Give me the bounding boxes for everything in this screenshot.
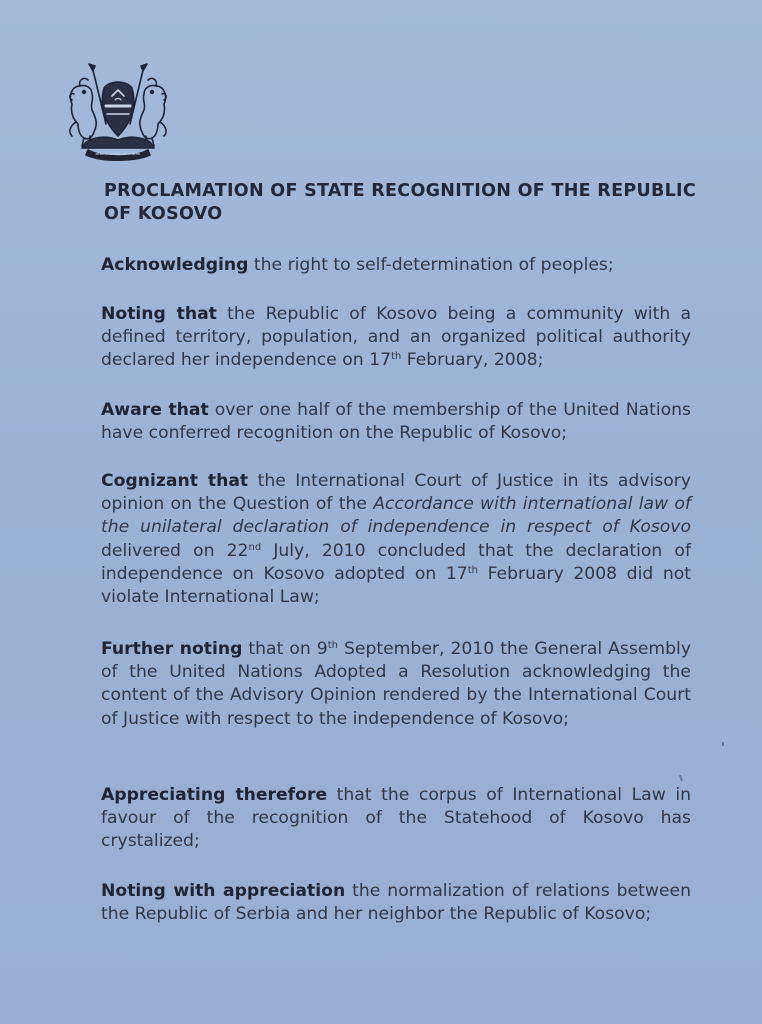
pen-mark: [679, 775, 683, 781]
paragraph-text: that the corpus of International Law in favour of the recognition of the Statehood of Kosovo has crystalized;: [101, 785, 691, 852]
paragraph-text: the International Court of Justice in its advisory opinion on the Question of the: [101, 471, 691, 515]
paragraph-text: the right to self-determination of peoples;: [248, 255, 614, 275]
ordinal-suffix: th: [327, 640, 338, 651]
paragraph-text: over one half of the membership of the United Nations have conferred recognition on the Republic of Kosovo;: [101, 400, 691, 444]
paragraph-lead: Further noting: [101, 639, 243, 659]
paragraph-aware-that: [101, 399, 691, 445]
paragraph-text: July, 2010 concluded that the declaration of independence on Kosovo adopted on 17: [101, 540, 691, 584]
ordinal-suffix: th: [391, 351, 402, 363]
ordinal-suffix: nd: [248, 541, 262, 553]
paragraph-further-noting: [101, 638, 691, 731]
paragraph-lead: Aware that: [101, 400, 209, 420]
paragraph-text: February 2008 did not violate International Law;: [101, 563, 691, 608]
italic-case-title: Accordance with international law of the unilateral declaration of independence in respect of Kosovo: [101, 494, 691, 538]
paragraph-appreciating-therefore: [101, 784, 691, 854]
paragraph-noting-with-appreciation: [101, 880, 691, 926]
paragraph-text: delivered on 22: [101, 540, 249, 561]
paragraph-text: that on 9: [242, 639, 328, 659]
paragraph-lead: Appreciating therefore: [101, 785, 328, 805]
paragraph-text: February, 2008;: [401, 350, 544, 371]
ordinal-suffix: th: [467, 564, 478, 576]
paragraph-lead: Cognizant that: [101, 471, 249, 491]
paragraph-cognizant-that: [101, 470, 691, 609]
paragraph-text: the Republic of Kosovo being a community with a defined territory, population, and an organized political authority declared her independence on 17: [101, 304, 691, 371]
paragraph-text: September, 2010 the General Assembly of the United Nations Adopted a Resolution acknowledging the content of the Advisory Opinion rendered by the International Court of Justice with respect to the independence of Kosovo;: [101, 639, 691, 729]
paragraph-lead: Acknowledging: [101, 255, 249, 275]
document-title: PROCLAMATION OF STATE RECOGNITION OF THE REPUBLIC OF KOSOVO: [104, 181, 696, 224]
paragraph-text: the normalization of relations between the Republic of Serbia and her neighbor the Republic of Kosovo;: [101, 881, 691, 925]
paragraph-acknowledging: [101, 254, 691, 277]
coat-of-arms-emblem: [62, 62, 174, 162]
paragraph-lead: Noting that: [101, 304, 217, 324]
paragraph-lead: Noting with appreciation: [101, 881, 346, 901]
pen-mark: [722, 742, 724, 746]
paragraph-noting-that: [101, 303, 691, 373]
